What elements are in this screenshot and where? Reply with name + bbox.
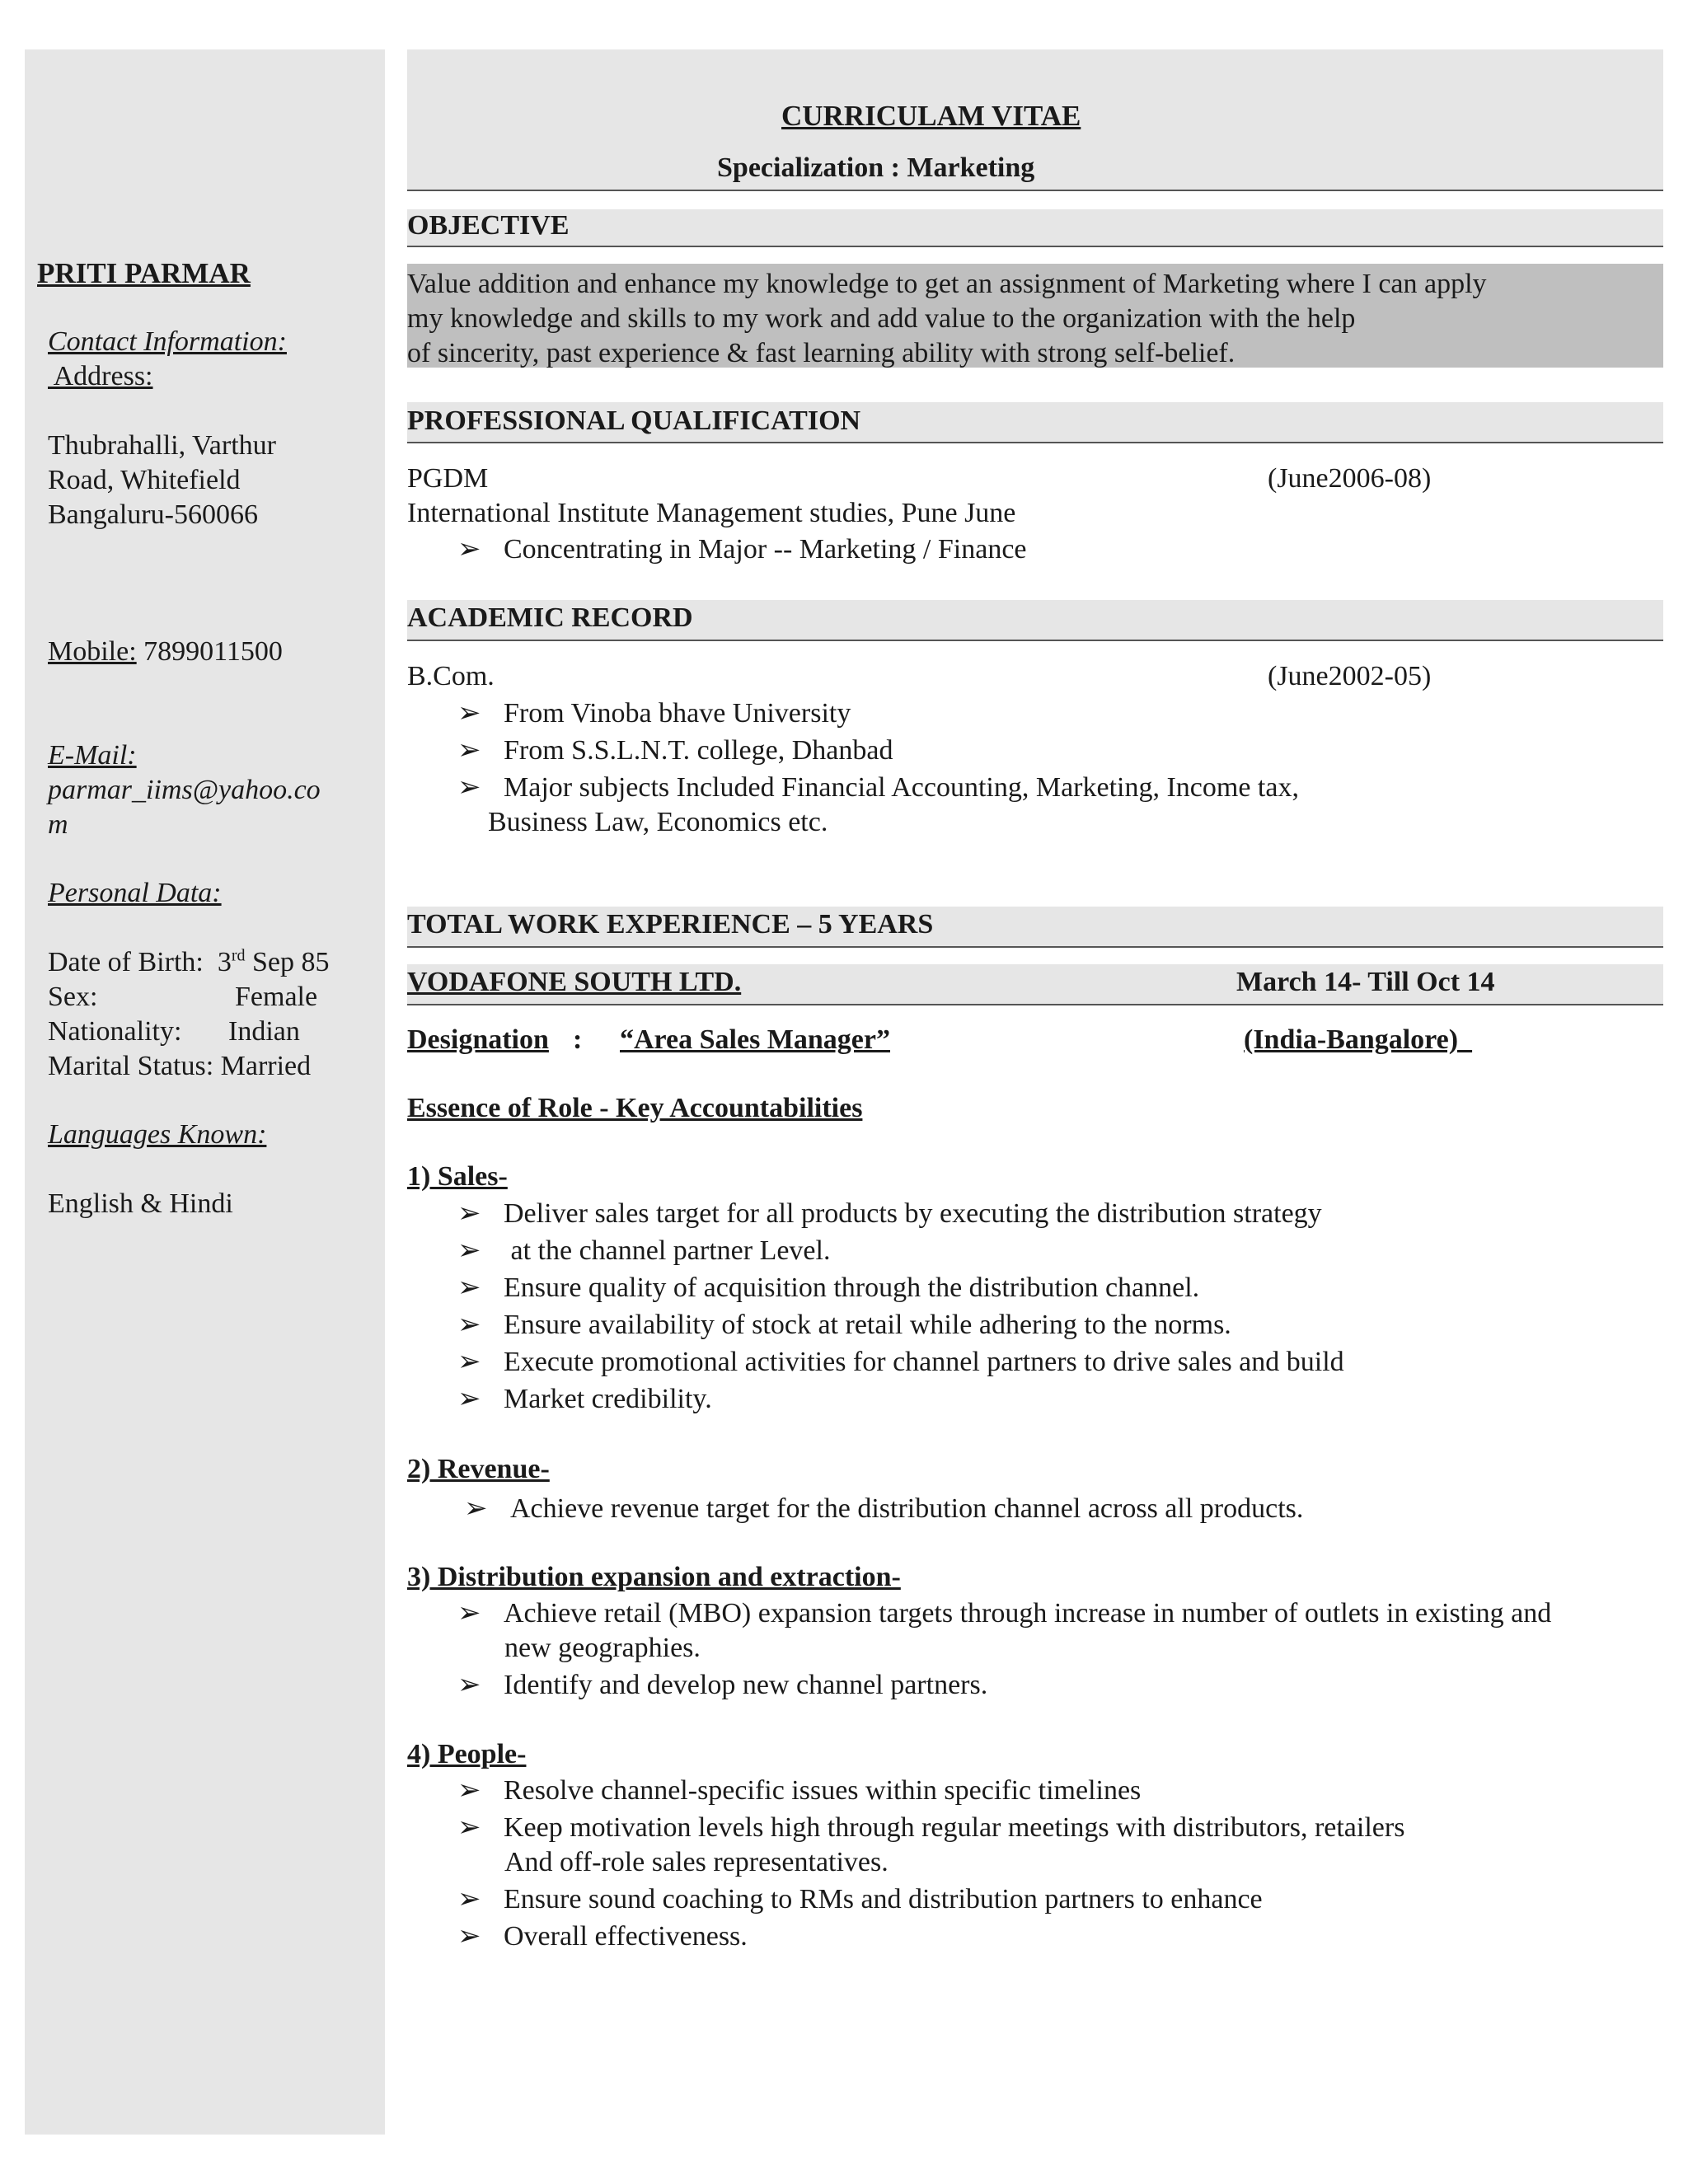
- location: (India-Bangalore): [1244, 1024, 1473, 1055]
- list-item-text: Keep motivation levels high through regular meetings with distributors, retailers: [504, 1812, 1405, 1843]
- mobile-label: Mobile:: [48, 636, 137, 667]
- list-item: [457, 1271, 1199, 1305]
- list-item-text: Achieve revenue target for the distribution channel across all products.: [510, 1493, 1304, 1524]
- dob-sup: rd: [231, 946, 246, 965]
- list-item-text: From S.S.L.N.T. college, Dhanbad: [504, 735, 893, 766]
- arrow-bullet-icon: ➢: [457, 772, 481, 803]
- essence-heading: Essence of Role - Key Accountabilities: [407, 1093, 863, 1123]
- list-item: [457, 1774, 1141, 1808]
- list-item: [457, 1345, 1344, 1380]
- marital-status: Marital Status: Married: [48, 1051, 312, 1081]
- list-item-text: From Vinoba bhave University: [504, 698, 851, 729]
- sex-label: Sex:: [48, 982, 98, 1012]
- list-item: [457, 1382, 712, 1417]
- dob-label: Date of Birth: 3: [48, 947, 232, 977]
- list-item: [457, 771, 1299, 805]
- languages-heading: Languages Known:: [48, 1119, 267, 1150]
- arrow-bullet-icon: ➢: [457, 1198, 481, 1229]
- academic-heading: ACADEMIC RECORD: [407, 602, 693, 633]
- list-item: [457, 1882, 1263, 1917]
- pgdm-degree: PGDM: [407, 463, 489, 494]
- list-item-text: Identify and develop new channel partners.: [504, 1670, 988, 1700]
- list-item-text: Achieve retail (MBO) expansion targets through increase in number of outlets in existing and: [504, 1598, 1552, 1629]
- list-item-text: Market credibility.: [504, 1384, 712, 1414]
- list-item: [457, 1197, 1322, 1231]
- arrow-bullet-icon: ➢: [457, 1921, 481, 1952]
- address-line: Bangaluru-560066: [48, 499, 258, 530]
- professional-heading: PROFESSIONAL QUALIFICATION: [407, 405, 861, 436]
- experience-heading: TOTAL WORK EXPERIENCE – 5 YEARS: [407, 909, 934, 940]
- designation-label: Designation: [407, 1024, 549, 1055]
- nationality-value: Indian: [228, 1016, 300, 1047]
- objective-line: of sincerity, past experience & fast learning ability with strong self-belief.: [407, 338, 1236, 368]
- contact-heading: Contact Information:: [48, 326, 287, 357]
- list-item-text: Execute promotional activities for channel partners to drive sales and build: [504, 1347, 1344, 1377]
- list-item-continuation: Business Law, Economics etc.: [488, 807, 828, 837]
- pgdm-institute: International Institute Management studies, Pune June: [407, 498, 1016, 528]
- email-label: E-Mail:: [48, 740, 137, 771]
- list-item-text: Ensure sound coaching to RMs and distribution partners to enhance: [504, 1884, 1263, 1915]
- designation-colon: :: [573, 1024, 583, 1055]
- distribution-heading: 3) Distribution expansion and extraction-: [407, 1562, 901, 1592]
- mobile-value: 7899011500: [136, 636, 283, 667]
- list-item: [457, 1596, 1551, 1631]
- arrow-bullet-icon: ➢: [457, 1347, 481, 1377]
- personal-heading: Personal Data:: [48, 878, 222, 908]
- sex-value: Female: [235, 982, 318, 1012]
- list-item: [457, 1811, 1404, 1845]
- list-item: [457, 532, 1027, 567]
- nationality-label: Nationality:: [48, 1016, 182, 1047]
- divider: [407, 246, 1663, 247]
- address-line: Road, Whitefield: [48, 465, 241, 495]
- arrow-bullet-icon: ➢: [457, 1812, 481, 1843]
- email-value-cont: m: [48, 809, 68, 840]
- section-band: [407, 209, 1663, 246]
- people-heading: 4) People-: [407, 1739, 527, 1769]
- arrow-bullet-icon: ➢: [457, 1272, 481, 1303]
- arrow-bullet-icon: ➢: [457, 1310, 481, 1340]
- specialization: Specialization : Marketing: [717, 152, 1035, 183]
- arrow-bullet-icon: ➢: [457, 1884, 481, 1915]
- arrow-bullet-icon: ➢: [457, 534, 481, 565]
- list-item: [457, 1308, 1231, 1343]
- company-period: March 14- Till Oct 14: [1236, 967, 1495, 997]
- list-item: [457, 1919, 748, 1954]
- date-of-birth: [48, 945, 330, 980]
- list-item-text: Resolve channel-specific issues within specific timelines: [504, 1775, 1142, 1806]
- list-item-text: Deliver sales target for all products by executing the distribution strategy: [504, 1198, 1322, 1229]
- address-line: Thubrahalli, Varthur: [48, 430, 276, 461]
- divider: [407, 640, 1663, 641]
- list-item-text: Major subjects Included Financial Accounting, Marketing, Income tax,: [504, 772, 1299, 803]
- list-item-continuation: And off-role sales representatives.: [504, 1847, 889, 1877]
- list-item-text: Concentrating in Major -- Marketing / Finance: [504, 534, 1027, 565]
- objective-line: Value addition and enhance my knowledge to get an assignment of Marketing where I can apply: [407, 269, 1487, 299]
- arrow-bullet-icon: ➢: [457, 1598, 481, 1629]
- candidate-name: PRITI PARMAR: [37, 257, 251, 289]
- arrow-bullet-icon: ➢: [457, 698, 481, 729]
- list-item-text: Overall effectiveness.: [504, 1921, 748, 1952]
- arrow-bullet-icon: ➢: [457, 1775, 481, 1806]
- mobile: [48, 635, 283, 669]
- arrow-bullet-icon: ➢: [457, 735, 481, 766]
- list-item: [457, 733, 893, 768]
- arrow-bullet-icon: ➢: [464, 1493, 488, 1524]
- list-item: [464, 1492, 1303, 1526]
- objective-heading: OBJECTIVE: [407, 210, 570, 241]
- list-item: [457, 1668, 987, 1703]
- address-heading: Address:: [48, 361, 153, 391]
- email-value[interactable]: parmar_iims@yahoo.co: [48, 775, 321, 805]
- sales-heading: 1) Sales-: [407, 1161, 508, 1192]
- list-item-text: Ensure availability of stock at retail while adhering to the norms.: [504, 1310, 1231, 1340]
- divider: [407, 190, 1663, 191]
- languages-value: English & Hindi: [48, 1188, 233, 1219]
- list-item-continuation: new geographies.: [504, 1633, 701, 1663]
- dob-rest: Sep 85: [245, 947, 330, 977]
- revenue-heading: 2) Revenue-: [407, 1454, 550, 1484]
- cv-title: CURRICULAM VITAE: [781, 100, 1081, 132]
- bcom-period: (June2002-05): [1268, 661, 1432, 691]
- pgdm-period: (June2006-08): [1268, 463, 1432, 494]
- arrow-bullet-icon: ➢: [457, 1235, 481, 1266]
- divider: [407, 946, 1663, 948]
- arrow-bullet-icon: ➢: [457, 1670, 481, 1700]
- designation-value: “Area Sales Manager”: [620, 1024, 890, 1055]
- list-item-text: at the channel partner Level.: [504, 1235, 831, 1266]
- list-item: [457, 1234, 830, 1268]
- divider: [407, 1004, 1663, 1005]
- arrow-bullet-icon: ➢: [457, 1384, 481, 1414]
- company-name: VODAFONE SOUTH LTD.: [407, 967, 742, 997]
- list-item-text: Ensure quality of acquisition through the distribution channel.: [504, 1272, 1200, 1303]
- list-item: [457, 696, 851, 731]
- bcom-degree: B.Com.: [407, 661, 495, 691]
- objective-line: my knowledge and skills to my work and add value to the organization with the help: [407, 303, 1356, 334]
- divider: [407, 442, 1663, 443]
